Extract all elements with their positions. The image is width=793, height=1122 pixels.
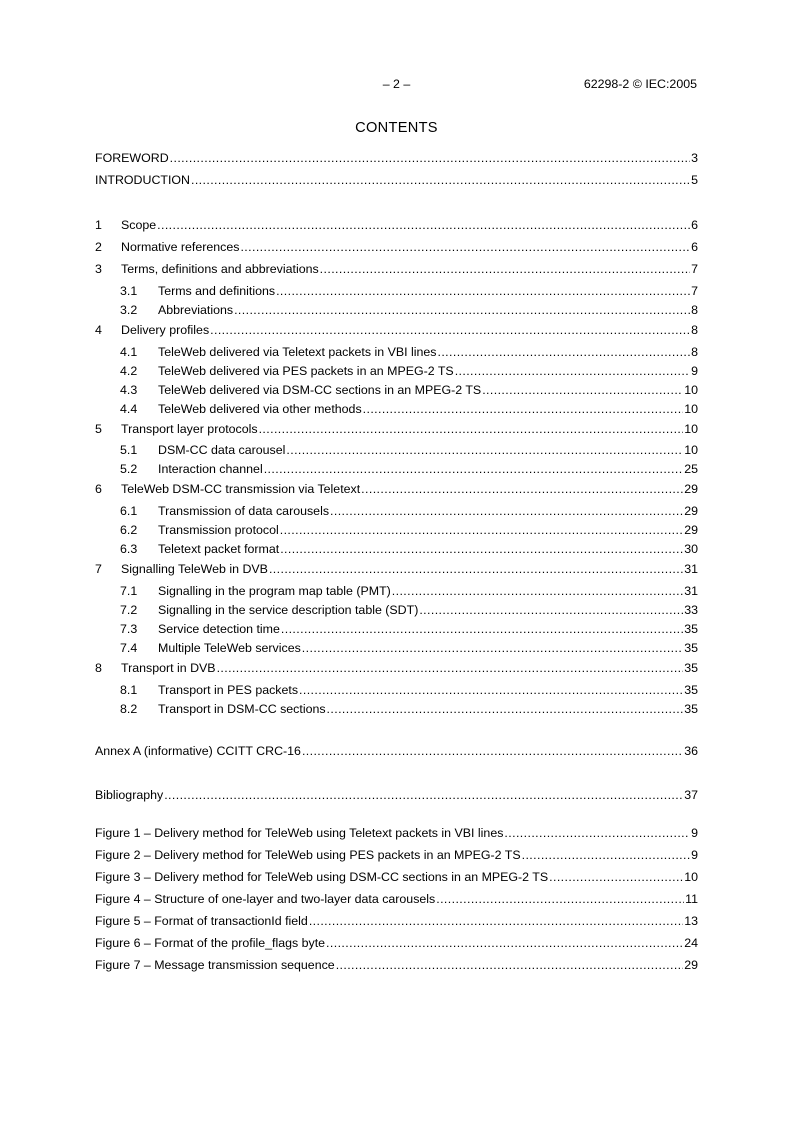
toc-entry-text: Figure 1 – Delivery method for TeleWeb using Teletext packets in VBI lines (95, 826, 504, 840)
toc-entry-text: Figure 7 – Message transmission sequence (95, 958, 335, 972)
toc-entry-page: 24 (684, 936, 698, 950)
toc-entry-number: 8.2 (120, 702, 138, 716)
toc-entry-number: 7.1 (120, 584, 138, 598)
annex-title: CCITT CRC-16 (216, 744, 301, 758)
toc-entry-foreword[interactable] (95, 151, 698, 168)
toc-entry-text: Interaction channel (158, 462, 263, 476)
toc-entry-text: Figure 6 – Format of the profile_flags byte (95, 936, 326, 950)
toc-entry-text: Teletext packet format (158, 542, 280, 556)
toc-entry-number: 4.4 (120, 402, 138, 416)
toc-entry-number: 7.4 (120, 641, 138, 655)
toc-entry-number: 6.1 (120, 504, 138, 518)
toc-entry-page: 8 (691, 345, 698, 359)
toc-entry-page: 29 (684, 958, 698, 972)
toc-entry-page: 29 (684, 482, 698, 496)
toc-subentry[interactable] (120, 683, 698, 700)
toc-entry-page: 30 (684, 542, 698, 556)
toc-entry-text: Scope (121, 218, 157, 232)
toc-entry-page: 3 (691, 151, 698, 165)
toc-entry-page: 31 (684, 584, 698, 598)
toc-subentry[interactable] (120, 383, 698, 400)
toc-entry-text: Signalling in the program map table (PMT) (158, 584, 391, 598)
toc-subentry[interactable] (120, 523, 698, 540)
toc-entry-text: Figure 4 – Structure of one-layer and two-layer data carousels (95, 892, 436, 906)
toc-entry-text: DSM-CC data carousel (158, 443, 286, 457)
toc-entry-page: 35 (684, 641, 698, 655)
toc-entry-text: Transport in PES packets (158, 683, 299, 697)
toc-figure-entry[interactable] (95, 826, 698, 843)
toc-entry[interactable] (95, 218, 698, 235)
toc-figure-entry[interactable] (95, 848, 698, 865)
toc-figure-entry[interactable] (95, 936, 698, 953)
toc-entry-number: 8.1 (120, 683, 138, 697)
toc-figure-entry[interactable] (95, 914, 698, 931)
toc-entry-number: 3.1 (120, 284, 138, 298)
toc-entry[interactable] (95, 323, 698, 340)
toc-entry-text: TeleWeb delivered via PES packets in an MPEG-2 TS (158, 364, 454, 378)
toc-entry-number: 6.2 (120, 523, 138, 537)
toc-entry-number: 3.2 (120, 303, 138, 317)
toc-entry-text: Service detection time (158, 622, 280, 636)
toc-subentry[interactable] (120, 443, 698, 460)
toc-entry-introduction[interactable] (95, 173, 698, 190)
toc-entry-text: Transport in DSM-CC sections (158, 702, 326, 716)
toc-entry-page: 7 (691, 262, 698, 276)
toc-entry-page: 10 (684, 383, 698, 397)
toc-entry[interactable] (95, 262, 698, 279)
toc-entry-page: 10 (684, 402, 698, 416)
toc-entry-page: 35 (684, 622, 698, 636)
toc-subentry[interactable] (120, 702, 698, 719)
toc-entry-text: Transmission of data carousels (158, 504, 330, 518)
toc-entry-page: 13 (684, 914, 698, 928)
toc-entry-text: Transport layer protocols (121, 422, 258, 436)
toc-entry-page: 8 (691, 323, 698, 337)
toc-entry[interactable] (95, 562, 698, 579)
toc-subentry[interactable] (120, 584, 698, 601)
toc-entry-page: 9 (691, 826, 698, 840)
toc-entry-page: 29 (684, 523, 698, 537)
toc-entry-page: 7 (691, 284, 698, 298)
toc-subentry[interactable] (120, 622, 698, 639)
toc-entry-page: 29 (684, 504, 698, 518)
toc-entry-number: 5 (95, 422, 102, 436)
toc-entry-number: 6.3 (120, 542, 138, 556)
toc-entry-page: 6 (691, 218, 698, 232)
toc-entry-text: Signalling in the service description table (SDT) (158, 603, 419, 617)
toc-entry-page: 35 (684, 702, 698, 716)
toc-entry-text: INTRODUCTION (95, 173, 190, 187)
toc-entry-number: 2 (95, 240, 102, 254)
toc-entry-text: Bibliography (95, 788, 164, 802)
toc-entry-page: 37 (684, 788, 698, 802)
toc-subentry[interactable] (120, 303, 698, 320)
toc-entry-text: Transport in DVB (121, 661, 216, 675)
toc-subentry[interactable] (120, 504, 698, 521)
toc-subentry[interactable] (120, 603, 698, 620)
toc-entry-page: 35 (684, 661, 698, 675)
toc-entry-page: 11 (685, 892, 698, 906)
toc-entry-text: FOREWORD (95, 151, 169, 165)
toc-entry-number: 7 (95, 562, 102, 576)
toc-entry-number: 6 (95, 482, 102, 496)
toc-entry-text: Terms, definitions and abbreviations (121, 262, 319, 276)
toc-subentry[interactable] (120, 364, 698, 381)
toc-entry-number: 4.3 (120, 383, 138, 397)
toc-entry-number: 5.2 (120, 462, 138, 476)
toc-entry-text: TeleWeb DSM-CC transmission via Teletext (121, 482, 361, 496)
toc-entry-text: TeleWeb delivered via other methods (158, 402, 362, 416)
toc-entry-page: 10 (684, 870, 698, 884)
toc-entry-bibliography[interactable] (95, 788, 698, 805)
toc-entry-text: Signalling TeleWeb in DVB (121, 562, 268, 576)
toc-entry[interactable] (95, 661, 698, 678)
document-reference: 62298-2 © IEC:2005 (583, 77, 697, 91)
toc-entry-number: 3 (95, 262, 102, 276)
toc-subentry[interactable] (120, 345, 698, 362)
toc-entry-text: Delivery profiles (121, 323, 210, 337)
toc-entry-page: 33 (684, 603, 698, 617)
toc-entry-text: Figure 2 – Delivery method for TeleWeb using PES packets in an MPEG-2 TS (95, 848, 521, 862)
toc-entry-page: 36 (684, 744, 698, 758)
toc-subentry[interactable] (120, 284, 698, 301)
toc-entry-text: Figure 5 – Format of transactionId field (95, 914, 308, 928)
toc-entry-page: 10 (684, 443, 698, 457)
toc-figure-entry[interactable] (95, 870, 698, 887)
toc-entry-number: 7.3 (120, 622, 138, 636)
toc-entry-number: 4 (95, 323, 102, 337)
toc-entry-number: 4.2 (120, 364, 138, 378)
toc-figure-entry[interactable] (95, 958, 698, 975)
page-number: – 2 – (382, 77, 411, 91)
toc-entry-page: 8 (691, 303, 698, 317)
toc-entry-text: Abbreviations (158, 303, 234, 317)
annex-label: Annex A (informative) (95, 744, 213, 758)
toc-entry-page: 9 (691, 848, 698, 862)
toc-entry-text: TeleWeb delivered via Teletext packets in VBI lines (158, 345, 437, 359)
toc-entry-page: 9 (691, 364, 698, 378)
toc-entry[interactable] (95, 482, 698, 499)
toc-entry-number: 8 (95, 661, 102, 675)
toc-entry-page: 10 (684, 422, 698, 436)
toc-entry-page: 6 (691, 240, 698, 254)
toc-subentry[interactable] (120, 542, 698, 559)
toc-entry-annex[interactable] (95, 744, 698, 761)
toc-entry[interactable] (95, 422, 698, 439)
toc-figure-entry[interactable] (95, 892, 698, 909)
toc-entry-number: 4.1 (120, 345, 138, 359)
toc-entry-text: Transmission protocol (158, 523, 279, 537)
toc-entry-page: 35 (684, 683, 698, 697)
toc-entry-text: Figure 3 – Delivery method for TeleWeb using DSM-CC sections in an MPEG-2 TS (95, 870, 549, 884)
toc-subentry[interactable] (120, 641, 698, 658)
toc-entry-number: 1 (95, 218, 102, 232)
page-title: CONTENTS (355, 120, 438, 136)
toc-entry-text: Multiple TeleWeb services (158, 641, 301, 655)
toc-subentry[interactable] (120, 402, 698, 419)
toc-subentry[interactable] (120, 462, 698, 479)
toc-entry-text: TeleWeb delivered via DSM-CC sections in an MPEG-2 TS (158, 383, 482, 397)
toc-entry[interactable] (95, 240, 698, 257)
toc-entry-text: Terms and definitions (158, 284, 276, 298)
toc-entry-page: 5 (691, 173, 698, 187)
toc-entry-text: Normative references (121, 240, 240, 254)
toc-entry-number: 5.1 (120, 443, 138, 457)
toc-entry-page: 31 (684, 562, 698, 576)
toc-entry-page: 25 (684, 462, 698, 476)
toc-entry-number: 7.2 (120, 603, 138, 617)
